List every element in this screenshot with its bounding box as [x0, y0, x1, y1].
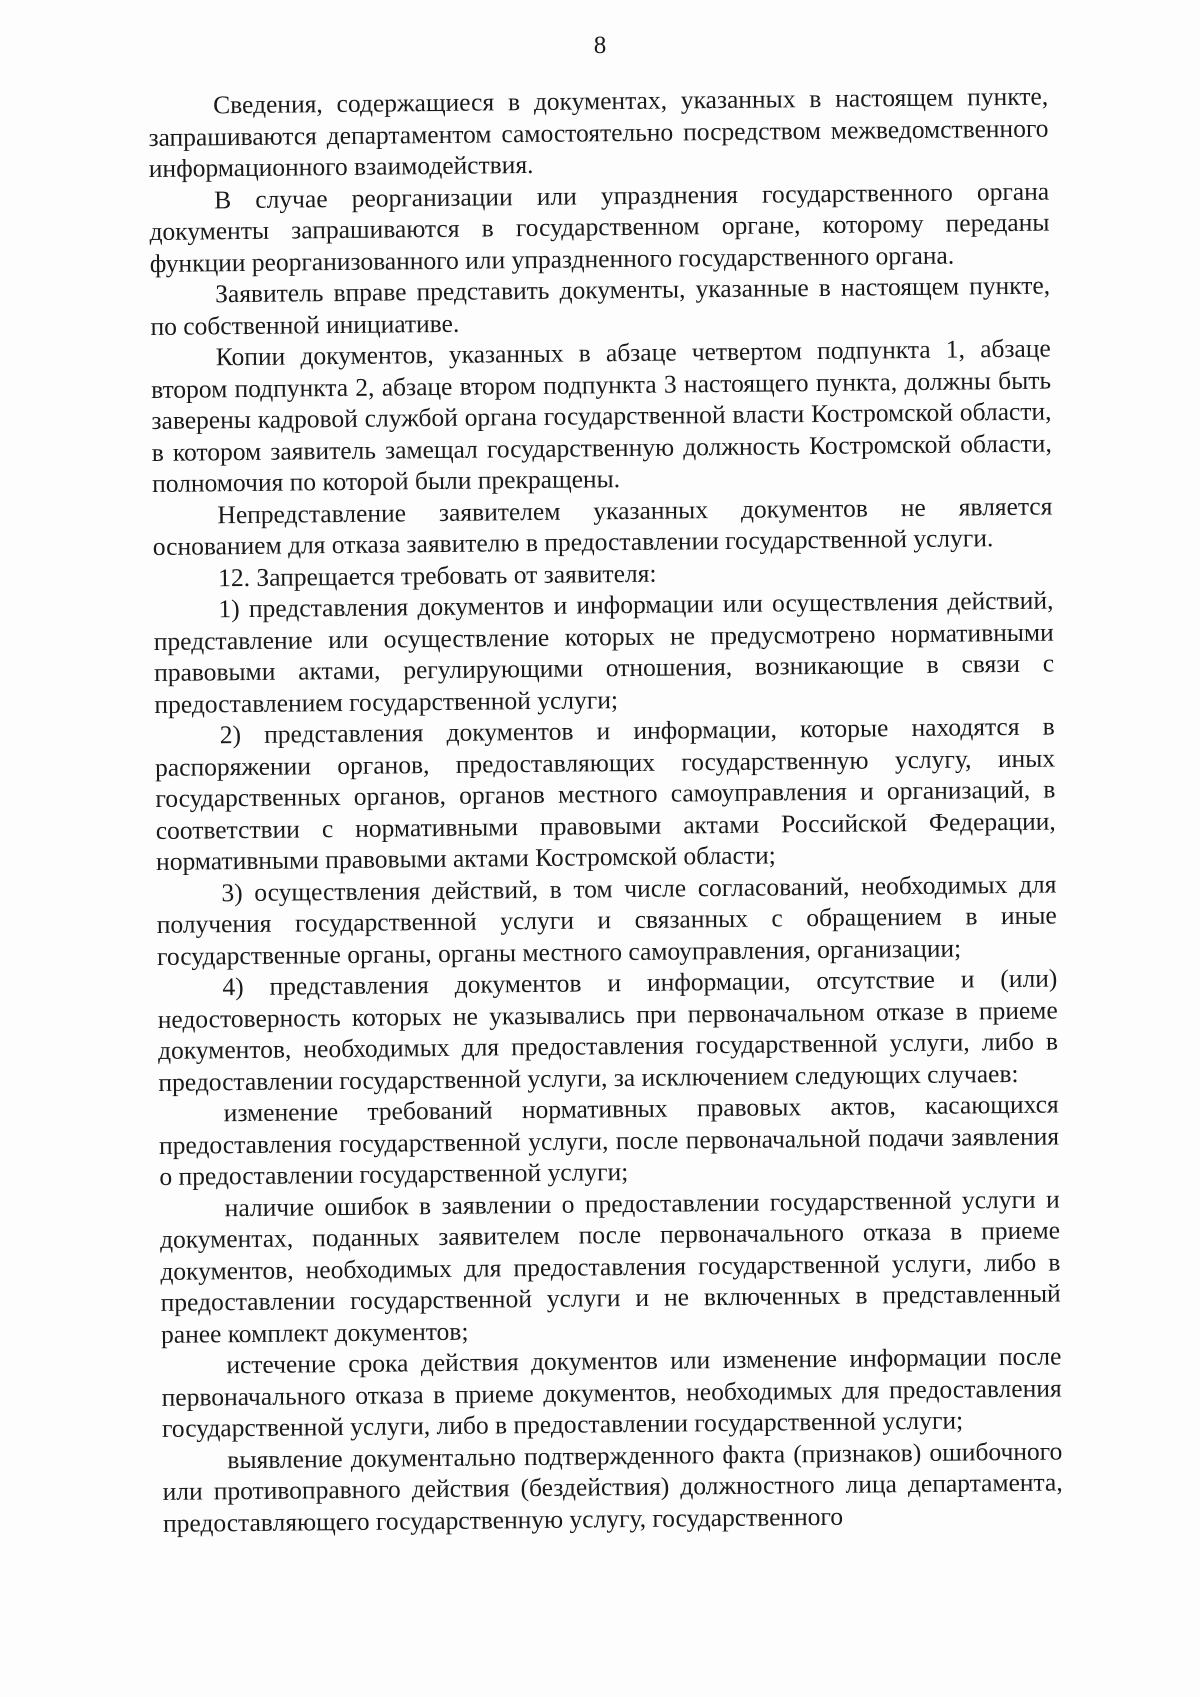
- list-item-3: 3) осуществления действий, в том числе согласований, необходимых для получения государственной услуги и связанных с обращением в иные государственные органы, органы местного самоуправления, организации;: [156, 869, 1057, 971]
- exception-case-2: наличие ошибок в заявлении о предоставлении государственной услуги и документах, поданных заявителем после первоначального отказа в приеме документов, необходимых для предоставления государственной услуги, либо в предоставлении государственной услуги и не включенных в представленный ранее комплект документов;: [159, 1184, 1061, 1349]
- section-12-heading: 12. Запрещается требовать от заявителя:: [217, 558, 657, 592]
- page-number: 8: [593, 32, 607, 59]
- list-item-2: 2) представления документов и информации, которые находятся в распоряжении органов, предоставляющих государственную услугу, иных государственных органов, органов местного самоуправления и организаций, в соответствии с нормативными правовыми актами Российской Федерации, нормативными правовыми актами Костромской области;: [154, 711, 1056, 876]
- exception-case-1: изменение требований нормативных правовых актов, касающихся предоставления государственной услуги, после первоначальной подачи заявления о предоставлении государственной услуги;: [158, 1089, 1060, 1191]
- paragraph-1: Сведения, содержащиеся в документах, указанных в настоящем пункте, запрашиваются департаментом самостоятельно посредством межведомственного информационного взаимодействия.: [148, 81, 1049, 183]
- document-body: [148, 81, 1063, 1539]
- paragraph-2: В случае реорганизации или упразднения государственного органа документы запрашиваются в государственном органе, которому переданы функции реорганизованного или упраздненного государственного органа.: [149, 176, 1050, 278]
- paragraph-3: Заявитель вправе представить документы, указанные в настоящем пункте, по собственной инициативе.: [150, 270, 1051, 341]
- list-item-4: 4) представления документов и информации, отсутствие и (или) недостоверность которых не указывались при первоначальном отказе в приеме документов, необходимых для предоставления государственной услуги, либо в предоставлении государственной услуги, за исключением следующих случаев:: [157, 963, 1059, 1097]
- list-item-1: 1) представления документов и информации или осуществления действий, представление или осуществление которых не предусмотрено нормативными правовыми актами, регулирующими отношения, возникающие в связи с предоставлением государственной услуги;: [153, 585, 1055, 719]
- exception-case-4: выявление документально подтвержденного факта (признаков) ошибочного или противоправного действия (бездействия) должностного лица департамента, предоставляющего государственную услугу, государственного: [162, 1436, 1063, 1538]
- exception-case-3: истечение срока действия документов или изменение информации после первоначального отказа в приеме документов, необходимых для предоставления государственной услуги, либо в предоставлении государственной услуги;: [161, 1341, 1062, 1443]
- paragraph-5: Непредставление заявителем указанных документов не является основанием для отказа заявителю в предоставлении государственной услуги.: [152, 491, 1053, 561]
- paragraph-4: Копии документов, указанных в абзаце четвертом подпункта 1, абзаце втором подпункта 2, абзаце втором подпункта 3 настоящего пункта, должны быть заверены кадровой службой органа государственной власти Костромской области, в котором заявитель замещал государственную должность Костромской области, полномочия по которой были прекращены.: [150, 333, 1052, 498]
